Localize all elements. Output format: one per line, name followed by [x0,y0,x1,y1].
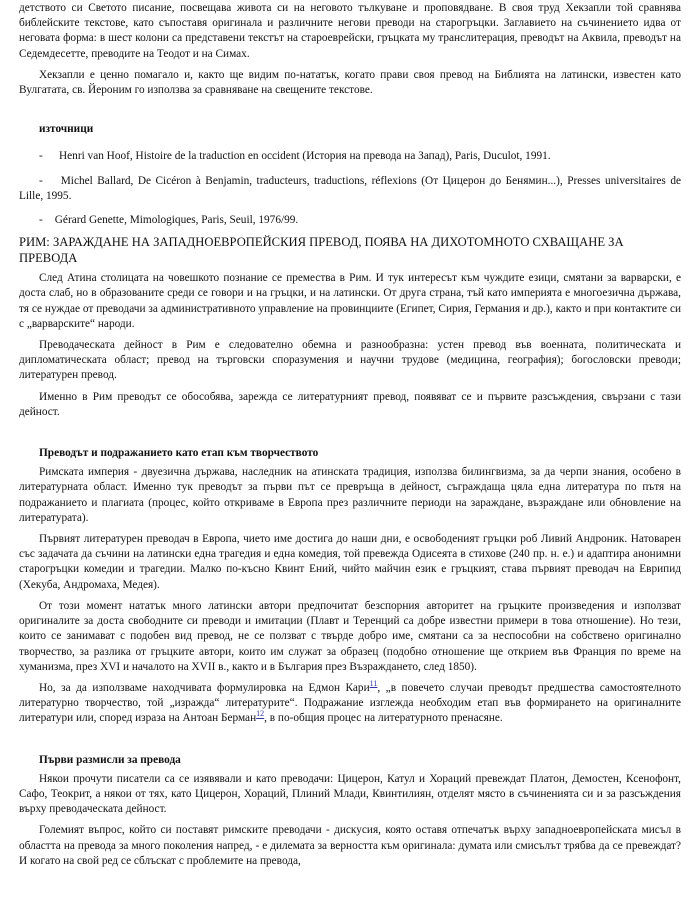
source-item [19,174,681,204]
source-text: Gérard Genette, Mimologiques, Paris, Seuil, 1976/99. [54,214,299,227]
paragraph: Някои прочути писатели са се изявявали и като преводачи: Цицерон, Катул и Хораций превеждат Платон, Демостен, Ксенофонт, Сафо, Теокрит, а някои от тях, като Цицерон, Хораций, Плиний Млади, Квинтилиян, отделят място в съчиненията си и за разсъждения върху преводаческата дейност. [19,772,681,816]
sources-list [19,149,681,228]
section-title-imitation: Преводът и подражанието като етап към творчеството [39,447,319,460]
paragraph: Именно в Рим преводът се обособява, зарежда се литературният превод, появяват се и първите разсъждения, свързани с тази дейност. [19,390,681,418]
paragraph-text: , „в повечето случаи преводът предшества самостоятелното литературно творчество, той „изражда“ литературите“. Подражание изглежда необходим етап във формирането на оригиналните литератури или, според израза на Антоан Берман [19,681,681,725]
paragraph-text: , в по-общия процес на литературното пренасяне. [264,712,503,725]
sources-heading: източници [39,123,94,136]
intro-paragraph-continued: детството си Светото писание, посвещава живота си на неговото тълкуване и проповядване. В своя труд Хекзапли той сравнява библейските текстове, като съпоставя оригинала и различните негови преводи на старогръцки. Заглавието на съчинението идва от неговата форма: в шест колони са представени текстът на староеврейски, гръцката му транслитерация, преводът на Аквила, преводът на Седемдесетте, преводите на Теодот и на Симах. [19,2,681,60]
paragraph: От този момент нататък много латински автори предпочитат безспорния авторитет на гръцките произведения и използват оригиналите за доста свободните си преводи и имитации (Плавт и Теренций са добре известни примери в това отношение). Но тези, които се занимават с подобен вид превод, не се ползват с твърде добро име, смятани са за неспособни на собствено оригинално творчество, за разлика от гръцките автори, които им служат за образец (подобно отношение ще открием във Франция по време на хуманизма, през XVI и началото на XVII в., както и в България през Възраждането, след 1850). [19,599,681,673]
paragraph: Големият въпрос, който си поставят римските преводачи - дискусия, която оставя отпечатък върху западноевропейската мисъл в областта на превода за много поколения напред, - е дилемата за верността към оригинала: думата или смисълът трябва да се превеждат? И когато на свой ред се сблъскат с проблемите на превода, [19,824,681,867]
footnote-ref[interactable] [256,710,264,719]
source-item [19,149,681,164]
document-page [19,0,681,869]
paragraph: Римската империя - двуезична държава, наследник на атинската традиция, използва билингвизма, за да черпи знания, особено в литературната област. Именно тук преводът за първи път се превръща в дейност, съграждаща цяла една литература по пътя на подражанието и плагиата (процес, който откриваме в Европа през различните периоди на зараждане, възраждане или обновление на литературата). [19,466,681,524]
list-dash: - [39,214,43,227]
section-title-thoughts: Първи размисли за превода [39,753,181,766]
paragraph: Преводаческата дейност в Рим е следователно обемна и разнообразна: устен превод във военната, политическата и дипломатическата област; превод на търговски споразумения и научни трудове (медицина, география); богословски преводи; литературен превод. [19,339,681,382]
list-dash: - [39,150,43,163]
source-item [19,213,681,228]
source-text: Michel Ballard, De Cicéron à Benjamin, traducteurs, traductions, réflexions (От Цицерон до Бенямин...), Presses universitaires de Lille, 1995. [19,174,681,202]
list-dash: - [39,174,43,187]
paragraph-with-footnotes [19,681,681,727]
paragraph-text: Но, за да използваме находчивата формулировка на Едмон Кари [39,681,370,694]
paragraph: След Атина столицата на човешкото познание се премества в Рим. И тук интересът към чуждите езици, смятани за варварски, е доста слаб, но в образованите среди се говори и на гръцки, и на латински. От друга страна, тъй като империята е многоезична държава, тя се нуждае от преводачи за административното управление на провинциите (Египет, Сирия, Германия и др.), както и при контактите си с „варварските“ народи. [19,272,681,330]
source-text: Henri van Hoof, Histoire de la traduction en occident (История на превода на Запад), Paris, Duculot, 1991. [59,150,551,163]
paragraph: Първият литературен преводач в Европа, чието име достига до наши дни, е освободеният гръцки роб Ливий Андроник. Натоварен със задачата да съчини на латински една трагедия и една комедия, той превежда Одисеята в стихове (240 пр. н. е.) и адаптира анонимни старогръцки комедии и трагедии. Малко по-късно Квинт Ений, чийто майчин език е гръцкият, става първият преводач на Еврипид (Хекуба, Андромаха, Медея). [19,533,681,591]
section-title-rome: РИМ: ЗАРАЖДАНЕ НА ЗАПАДНОЕВРОПЕЙСКИЯ ПРЕВОД, ПОЯВА НА ДИХОТОМНОТО СХВАЩАНЕ ЗА ПРЕВОДА [19,235,624,266]
intro-paragraph: Хекзапли е ценно помагало и, както ще видим по-нататък, когато прави своя превод на Библията на латински, известен като Вулгатата, св. Йероним го използва за сравняване на свещените текстове. [19,68,681,97]
footnote-link-11[interactable]: 11 [369,679,378,689]
footnote-link-12[interactable]: 12 [256,709,265,719]
